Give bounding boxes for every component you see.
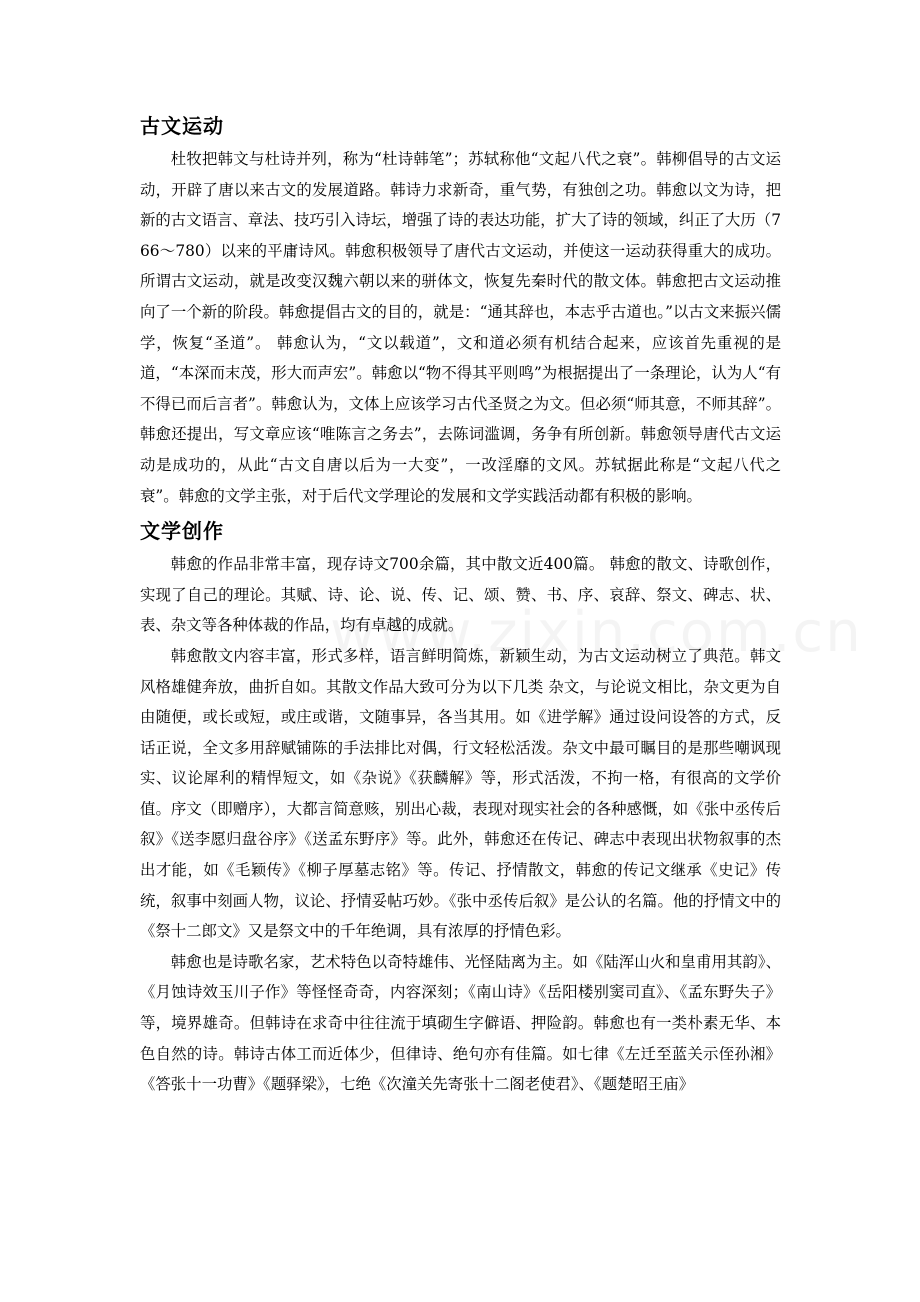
paragraph: 韩愈也是诗歌名家，艺术特色以奇特雄伟、光怪陆离为主。如《陆浑山火和皇甫用其韵》、《月蚀诗效玉川子作》等怪怪奇奇，内容深刻；《南山诗》《岳阳楼别窦司直》、《孟东野失子》等，境界雄奇。但韩诗在求奇中往往流于填砌生字僻语、押险韵。韩愈也有一类朴素无华、本色自然的诗。韩诗古体工而近体少，但律诗、绝句亦有佳篇。如七律《左迁至蓝关示侄孙湘》《答张十一功曹》《题驿梁》，七绝《次潼关先寄张十二阁老使君》、《题楚昭王庙》	[140, 952, 781, 1094]
section-guwen-yundong	[140, 110, 781, 511]
document-body	[140, 110, 781, 1100]
paragraph: 杜牧把韩文与杜诗并列，称为“杜诗韩笔”；苏轼称他“文起八代之衰”。韩柳倡导的古文运动，开辟了唐以来古文的发展道路。韩诗力求新奇，重气势，有独创之功。韩愈以文为诗，把新的古文语言、章法、技巧引入诗坛，增强了诗的表达功能，扩大了诗的领域，纠正了大历（766～780）以来的平庸诗风。韩愈积极领导了唐代古文运动，并使这一运动获得重大的成功。所谓古文运动，就是改变汉魏六朝以来的骈体文，恢复先秦时代的散文体。韩愈把古文运动推向了一个新的阶段。韩愈提倡古文的目的，就是：“通其辞也，本志乎古道也。”以古文来振兴儒学，恢复“圣道”。 韩愈认为，“文以载道”，文和道必须有机结合起来，应该首先重视的是道，“本深而末茂，形大而声宏”。韩愈以“物不得其平则鸣”为根据提出了一条理论，认为人“有不得已而后言者”。韩愈认为，文体上应该学习古代圣贤之为文。但必须“师其意，不师其辞”。韩愈还提出，写文章应该“唯陈言之务去”，去陈词滥调，务争有所创新。韩愈领导唐代古文运动是成功的，从此“古文自唐以后为一大变”，一改淫靡的文风。苏轼据此称是“文起八代之衰”。韩愈的文学主张，对于后代文学理论的发展和文学实践活动都有积极的影响。	[140, 150, 781, 505]
section-heading: 古文运动	[140, 114, 224, 138]
section-heading: 文学创作	[140, 519, 224, 544]
section-wenxue-chuangzuo	[140, 515, 781, 1100]
paragraph: 韩愈的作品非常丰富，现存诗文700余篇，其中散文近400篇。 韩愈的散文、诗歌创作，实现了自己的理论。其赋、诗、论、说、传、记、颂、赞、书、序、哀辞、祭文、碑志、状、表、杂文等各种体裁的作品，均有卓越的成就。	[140, 555, 781, 635]
paragraph: 韩愈散文内容丰富，形式多样，语言鲜明简炼，新颖生动，为古文运动树立了典范。韩文风格雄健奔放，曲折自如。其散文作品大致可分为以下几类 杂文，与论说文相比，杂文更为自由随便，或长或短，或庄或谐，文随事异，各当其用。如《进学解》通过设问设答的方式，反话正说，全文多用辞赋铺陈的手法排比对偶，行文轻松活泼。杂文中最可瞩目的是那些嘲讽现实、议论犀利的精悍短文，如《杂说》《获麟解》等，形式活泼，不拘一格，有很高的文学价值。序文（即赠序），大都言简意赅，别出心裁，表现对现实社会的各种感慨，如《张中丞传后叙》《送李愿归盘谷序》《送孟东野序》等。此外，韩愈还在传记、碑志中表现出状物叙事的杰出才能，如《毛颖传》《柳子厚墓志铭》等。传记、抒情散文，韩愈的传记文继承《史记》传统，叙事中刻画人物，议论、抒情妥帖巧妙。《张中丞传后叙》是公认的名篇。他的抒情文中的《祭十二郎文》又是祭文中的千年绝调，具有浓厚的抒情色彩。	[140, 646, 781, 941]
